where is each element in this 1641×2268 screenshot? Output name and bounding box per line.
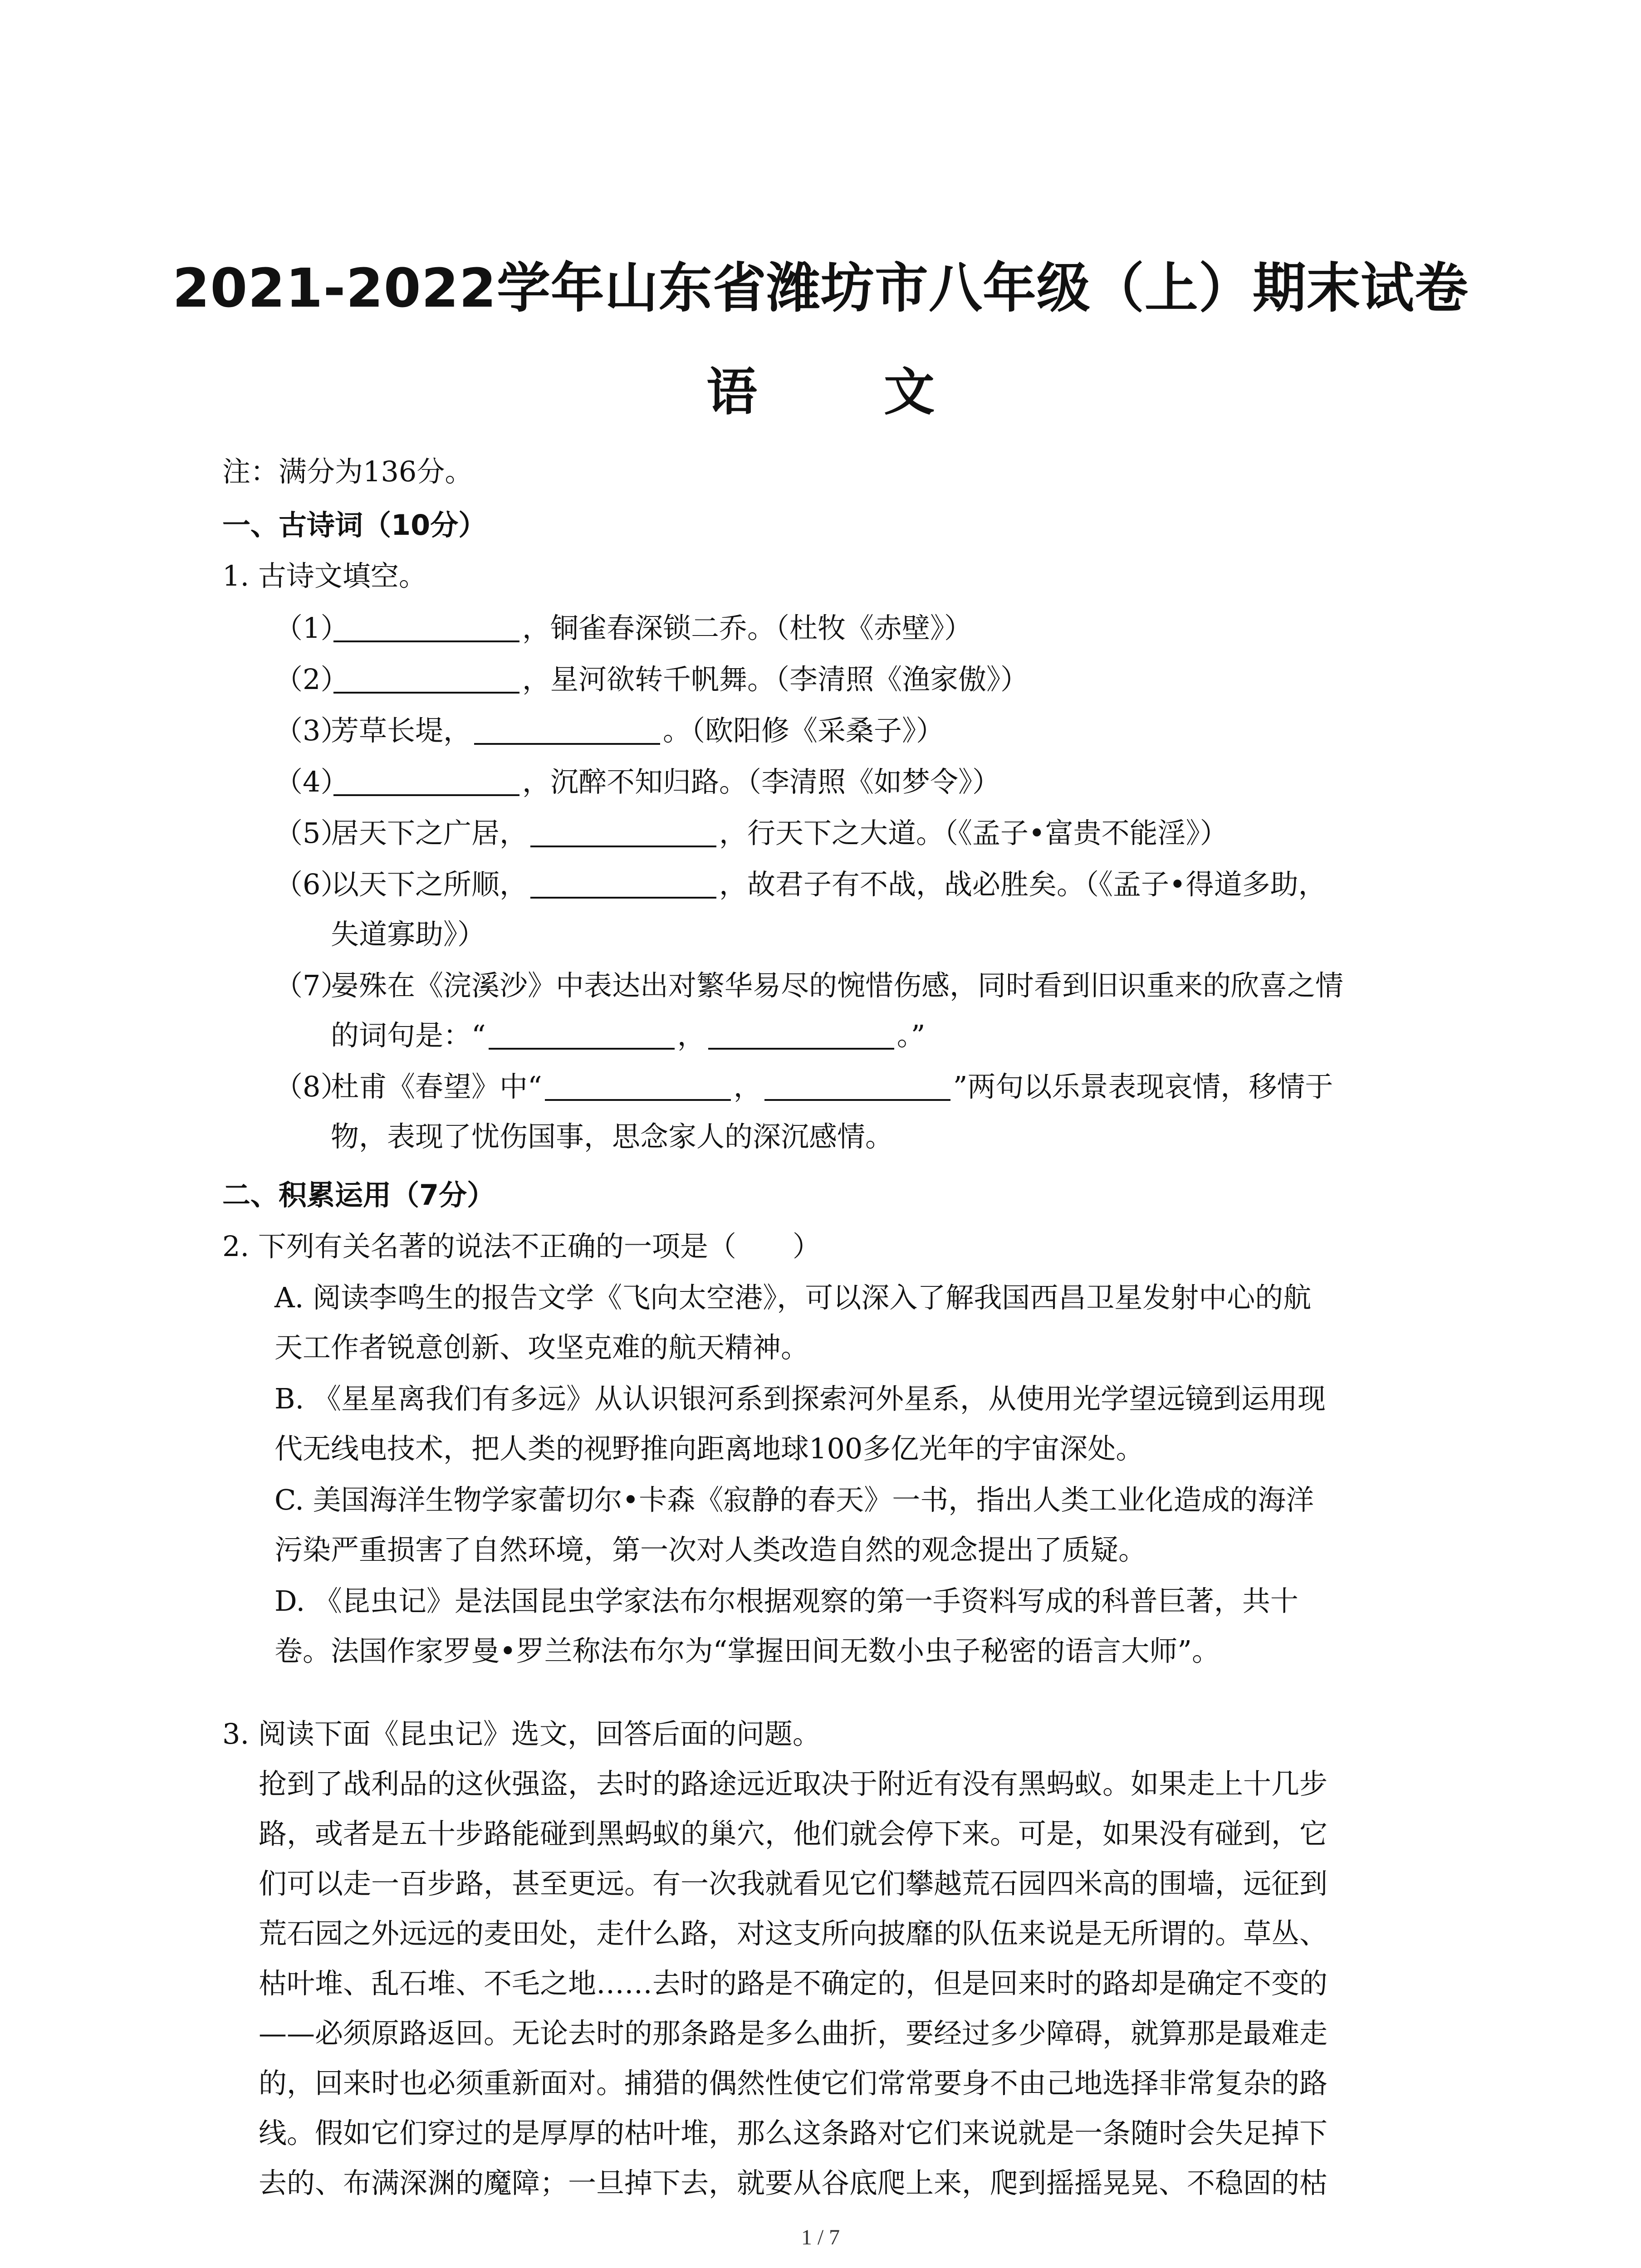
fill-item-8-continued: 物，表现了忧伤国事，思念家人的深沉感情。 (331, 1120, 894, 1153)
section1-heading: 一、古诗词（10分） (222, 508, 487, 542)
option-c-continued: 污染严重损害了自然环境，第一次对人类改造自然的观念提出了质疑。 (274, 1533, 1147, 1566)
fill-item-6: （6）以天下之所顺， ，故君子有不战，战必胜矣。（《孟子•得道多助， (274, 868, 1327, 901)
passage-line: 们可以走一百步路，甚至更远。有一次我就看见它们攀越荒石园四米高的围墙，远征到 (259, 1867, 1328, 1900)
option-a[interactable]: A. 阅读李鸣生的报告文学《飞向太空港》，可以深入了解我国西昌卫星发射中心的航 (274, 1281, 1312, 1314)
passage-line: 荒石园之外远远的麦田处，走什么路，对这支所向披靡的队伍来说是无所谓的。草丛、 (259, 1917, 1328, 1950)
option-b[interactable]: B. 《星星离我们有多远》从认识银河系到探索河外星系，从使用光学望远镜到运用现 (274, 1382, 1326, 1415)
passage-line: 路，或者是五十步路能碰到黑蚂蚁的巢穴，他们就会停下来。可是，如果没有碰到，它 (259, 1817, 1328, 1850)
subject-title: 语 文 (706, 363, 989, 422)
question-2-prompt: 2. 下列有关名著的说法不正确的一项是（ ） (222, 1230, 821, 1263)
fill-item-6-continued: 失道寡助》） (331, 918, 486, 951)
exam-title: 2021-2022学年山东省潍坊市八年级（上）期末试卷 (172, 257, 1469, 319)
answer-blank[interactable] (545, 1072, 731, 1101)
option-d-continued: 卷。法国作家罗曼•罗兰称法布尔为“掌握田间无数小虫子秘密的语言大师”。 (274, 1634, 1220, 1667)
fill-item-1: （1） ，铜雀春深锁二乔。（杜牧《赤壁》） (274, 611, 973, 645)
option-a-continued: 天工作者锐意创新、攻坚克难的航天精神。 (274, 1331, 809, 1364)
fill-item-8: （8）杜甫《春望》中“ ， ”两句以乐景表现哀情，移情于 (274, 1070, 1333, 1103)
passage-line: 去的、布满深渊的魔障；一旦掉下去，就要从谷底爬上来，爬到摇摇晃晃、不稳固的枯 (259, 2166, 1328, 2200)
answer-blank[interactable] (333, 665, 519, 694)
passage-line: ——必须原路返回。无论去时的那条路是多么曲折，要经过多少障碍，就算那是最难走 (259, 2017, 1328, 2050)
answer-blank[interactable] (474, 716, 660, 745)
fill-item-7: （7）晏殊在《浣溪沙》中表达出对繁华易尽的惋惜伤感，同时看到旧识重来的欣喜之情 (274, 969, 1344, 1002)
answer-blank[interactable] (333, 767, 519, 796)
passage-line: 枯叶堆、乱石堆、不毛之地……去时的路是不确定的，但是回来时的路却是确定不变的 (259, 1967, 1328, 2000)
page-number: 1 / 7 (801, 2225, 840, 2249)
answer-blank[interactable] (489, 1021, 675, 1050)
option-d[interactable]: D. 《昆虫记》是法国昆虫学家法布尔根据观察的第一手资料写成的科普巨著，共十 (274, 1584, 1298, 1618)
score-note: 注：满分为136分。 (222, 455, 473, 488)
answer-blank[interactable] (708, 1021, 894, 1050)
answer-blank[interactable] (530, 818, 716, 847)
fill-item-2: （2） ，星河欲转千帆舞。（李清照《渔家傲》） (274, 663, 1029, 696)
passage-line: 抢到了战利品的这伙强盗，去时的路途远近取决于附近有没有黑蚂蚁。如果走上十几步 (259, 1767, 1328, 1800)
option-b-continued: 代无线电技术，把人类的视野推向距离地球100多亿光年的宇宙深处。 (274, 1432, 1144, 1465)
answer-blank[interactable] (530, 870, 716, 899)
passage-line: 的，回来时也必须重新面对。捕猎的偶然性使它们常常要身不由己地选择非常复杂的路 (259, 2067, 1328, 2100)
question-1-prompt: 1. 古诗文填空。 (222, 559, 427, 592)
option-c[interactable]: C. 美国海洋生物学家蕾切尔•卡森《寂静的春天》一书，指出人类工业化造成的海洋 (274, 1483, 1314, 1516)
answer-blank[interactable] (764, 1072, 950, 1101)
question-3-prompt: 3. 阅读下面《昆虫记》选文，回答后面的问题。 (222, 1717, 821, 1750)
fill-item-3: （3）芳草长堤， 。（欧阳修《采桑子》） (274, 714, 945, 747)
fill-item-4: （4） ，沉醉不知归路。（李清照《如梦令》） (274, 765, 1001, 798)
answer-blank[interactable] (333, 613, 519, 642)
section2-heading: 二、积累运用（7分） (222, 1178, 495, 1212)
passage-line: 线。假如它们穿过的是厚厚的枯叶堆，那么这条路对它们来说就是一条随时会失足掉下 (259, 2116, 1328, 2150)
fill-item-5: （5）居天下之广居， ，行天下之大道。（《孟子•富贵不能淫》） (274, 816, 1228, 850)
fill-item-7-continued: 的词句是：“ ， 。” (331, 1019, 926, 1052)
